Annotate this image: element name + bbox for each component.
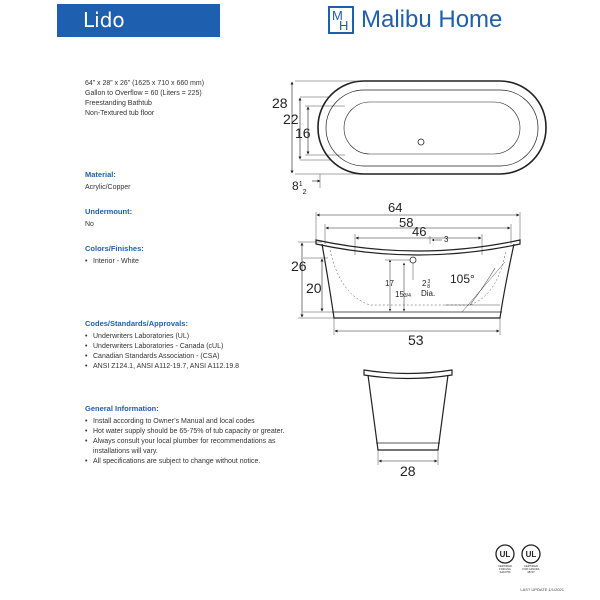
side-view-overflow <box>410 257 416 263</box>
ul-canada-certification <box>520 544 542 574</box>
dim-end-width: 28 <box>400 463 416 479</box>
code-item: • Underwriters Laboratories - Canada (cUL) <box>85 342 239 352</box>
logo-mark-m: M <box>332 8 343 23</box>
dim-side-overflow-height: 17 <box>385 279 394 288</box>
side-view-interior <box>330 250 506 305</box>
ul-usa-line2: FOR USA <box>499 568 511 571</box>
ul-canada-icon <box>520 544 542 574</box>
code-item: • ANSI Z124.1, ANSI A112-19.7, ANSI A112.19.8 <box>85 362 239 372</box>
end-view-drawing <box>364 370 452 465</box>
codes-heading: Codes/Standards/Approvals: <box>85 319 188 328</box>
side-view-drawing <box>298 212 520 335</box>
general-heading: General Information: <box>85 404 159 413</box>
ul-usa-mark: UL <box>499 550 511 559</box>
code-item: • Canadian Standards Association - (CSA) <box>85 352 239 362</box>
dim-side-overflow-dia-label: Dia. <box>421 289 436 298</box>
dim-top-drain-offset <box>292 179 307 196</box>
ul-usa-line1: CERTIFIED <box>498 565 512 568</box>
finish-item: • Interior - White <box>85 257 144 267</box>
finishes-heading: Colors/Finishes: <box>85 244 144 253</box>
top-view-floor <box>344 102 520 154</box>
end-view-rim <box>364 370 452 379</box>
ul-canada-line2: FOR CANADA <box>522 568 540 571</box>
material-value: Acrylic/Copper <box>85 184 131 191</box>
logo-mark-h: H <box>339 18 349 33</box>
dim-side-length-overall: 64 <box>388 200 403 215</box>
ul-usa-icon <box>494 544 516 574</box>
dim-top-drain-offset-num: 1 <box>298 181 303 188</box>
dim-side-height: 26 <box>291 258 307 274</box>
general-item: • Install according to Owner’s Manual and local codes <box>85 417 305 427</box>
last-update: LAST UPDATE 1/1/2021 <box>520 587 564 592</box>
undermount-value: No <box>85 221 94 228</box>
dim-side-angle: 105° <box>450 272 475 286</box>
spec-dimensions: 64” x 28” x 26” (1625 x 710 x 660 mm) <box>85 80 205 87</box>
dim-top-floor-width: 16 <box>295 125 311 141</box>
end-view-body <box>368 375 448 450</box>
dim-side-overflow-dia-whole: 2 <box>422 279 427 288</box>
top-view-drawing <box>292 81 546 188</box>
dim-side-depth: 20 <box>306 280 322 296</box>
undermount-heading: Undermount: <box>85 207 133 216</box>
ul-usa-code: SA10750 <box>499 571 511 574</box>
side-view-rim <box>316 240 520 255</box>
dim-side-drain-height-frac: 3/4 <box>403 293 411 299</box>
ul-canada-mark: UL <box>525 550 537 559</box>
dim-side-overflow-dia-den: 8 <box>427 284 431 290</box>
general-item: • Hot water supply should be 65-75% of tub capacity or greater. <box>85 427 305 437</box>
code-item: • Underwriters Laboratories (UL) <box>85 332 239 342</box>
top-view-inner <box>326 90 538 166</box>
ul-canada-code: 1B707 <box>527 571 535 574</box>
spec-type: Freestanding Bathtub <box>85 100 152 107</box>
ul-usa-certification <box>494 544 516 574</box>
top-view-drain <box>418 139 424 145</box>
dim-top-drain-offset-whole: 8 <box>292 179 299 193</box>
dim-top-drain-offset-den: 2 <box>302 189 307 196</box>
top-view-outer <box>318 81 546 174</box>
brand-name: Malibu Home <box>361 6 503 33</box>
dim-side-rim-thickness: 3 <box>444 235 449 244</box>
material-heading: Material: <box>85 170 116 179</box>
general-item: • All specifications are subject to change without notice. <box>85 457 305 467</box>
dim-top-overall-width: 28 <box>272 95 288 111</box>
dim-top-inner-width: 22 <box>283 111 299 127</box>
dim-side-drain-height-whole: 15 <box>395 290 404 299</box>
ul-canada-line1: CERTIFIED <box>524 565 538 568</box>
spec-floor: Non-Textured tub floor <box>85 110 155 117</box>
dim-side-length-rim: 58 <box>399 215 414 230</box>
dim-side-drain-height <box>395 290 411 299</box>
dim-side-base-length: 53 <box>408 332 424 348</box>
dim-side-overflow-dia-num: 3 <box>427 279 431 285</box>
model-title: Lido <box>83 8 125 32</box>
dim-side-length-inner: 46 <box>412 224 427 239</box>
general-item: • Always consult your local plumber for recommendations as installations will vary. <box>85 437 305 457</box>
spec-capacity: Gallon to Overflow = 60 (Liters = 225) <box>85 90 202 97</box>
